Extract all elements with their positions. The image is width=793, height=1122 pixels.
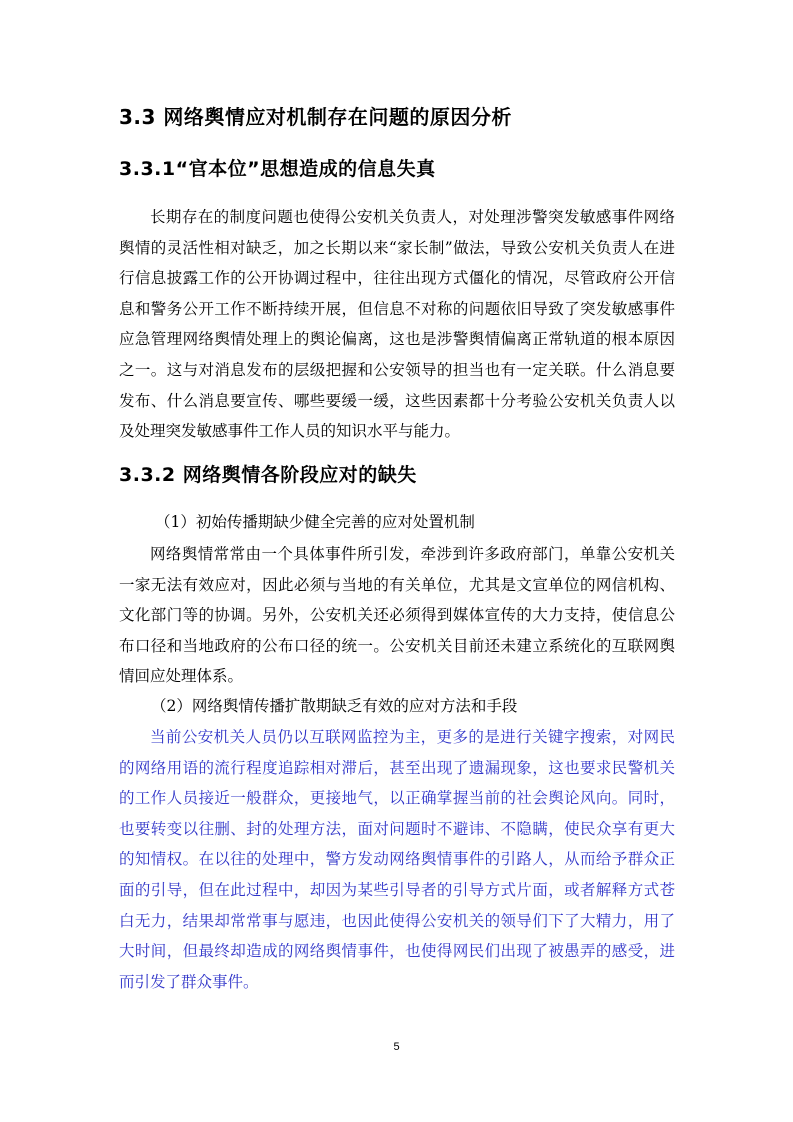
body-paragraph-spread-period: 当前公安机关人员仍以互联网监控为主，更多的是进行关键字搜索，对网民的网络用语的流行程度追踪相对滞后，甚至出现了遗漏现象，这也要求民警机关的工作人员接近一般群众，更接地气，以正确掌握当前的社会舆论风向。同时，也要转变以往删、封的处理方法，面对问题时不避讳、不隐瞒，使民众享有更大的知情权。在以往的处理中，警方发动网络舆情事件的引路人，从而给予群众正面的引导，但在此过程中，却因为某些引导者的引导方式片面，或者解释方式苍白无力，结果却常常事与愿违，也因此使得公安机关的领导们下了大精力，用了大时间，但最终却造成的网络舆情事件，也使得网民们出现了被愚弄的感受，进而引发了群众事件。 [119,728,675,991]
body-paragraph-official-rank: 长期存在的制度问题也使得公安机关负责人，对处理涉警突发敏感事件网络舆情的灵活性相对缺乏，加之长期以来“家长制”做法，导致公安机关负责人在进行信息披露工作的公开协调过程中，往往出现方式僵化的情况，尽管政府公开信息和警务公开工作不断持续开展，但信息不对称的问题依旧导致了突发敏感事件应急管理网络舆情处理上的舆论偏离，这也是涉警舆情偏离正常轨道的根本原因之一。这与对消息发布的层级把握和公安领导的担当也有一定关联。什么消息要发布、什么消息要宣传、哪些要缓一缓，这些因素都十分考验公安机关负责人以及处理突发敏感事件工作人员的知识水平与能力。 [119,208,675,441]
body-paragraph-initial-period: 网络舆情常常由一个具体事件所引发，牵涉到许多政府部门，单靠公安机关一家无法有效应对，因此必须与当地的有关单位，尤其是文宣单位的网信机构、文化部门等的协调。另外，公安机关还必须得到媒体宣传的大力支持，使信息公布口径和当地政府的公布口径的统一。公安机关目前还未建立系统化的互联网舆情回应处理体系。 [119,545,675,686]
page-number: 5 [393,1041,400,1053]
subsection-heading-3-3-2: 3.3.2 网络舆情各阶段应对的缺失 [119,464,417,486]
section-heading: 3.3 网络舆情应对机制存在问题的原因分析 [119,105,512,129]
list-item-title-2: （2）网络舆情传播扩散期缺乏有效的应对方法和手段 [151,697,518,715]
list-item-title-1: （1）初始传播期缺少健全完善的应对处置机制 [155,513,475,531]
subsection-heading-3-3-1: 3.3.1“官本位”思想造成的信息失真 [119,158,436,180]
